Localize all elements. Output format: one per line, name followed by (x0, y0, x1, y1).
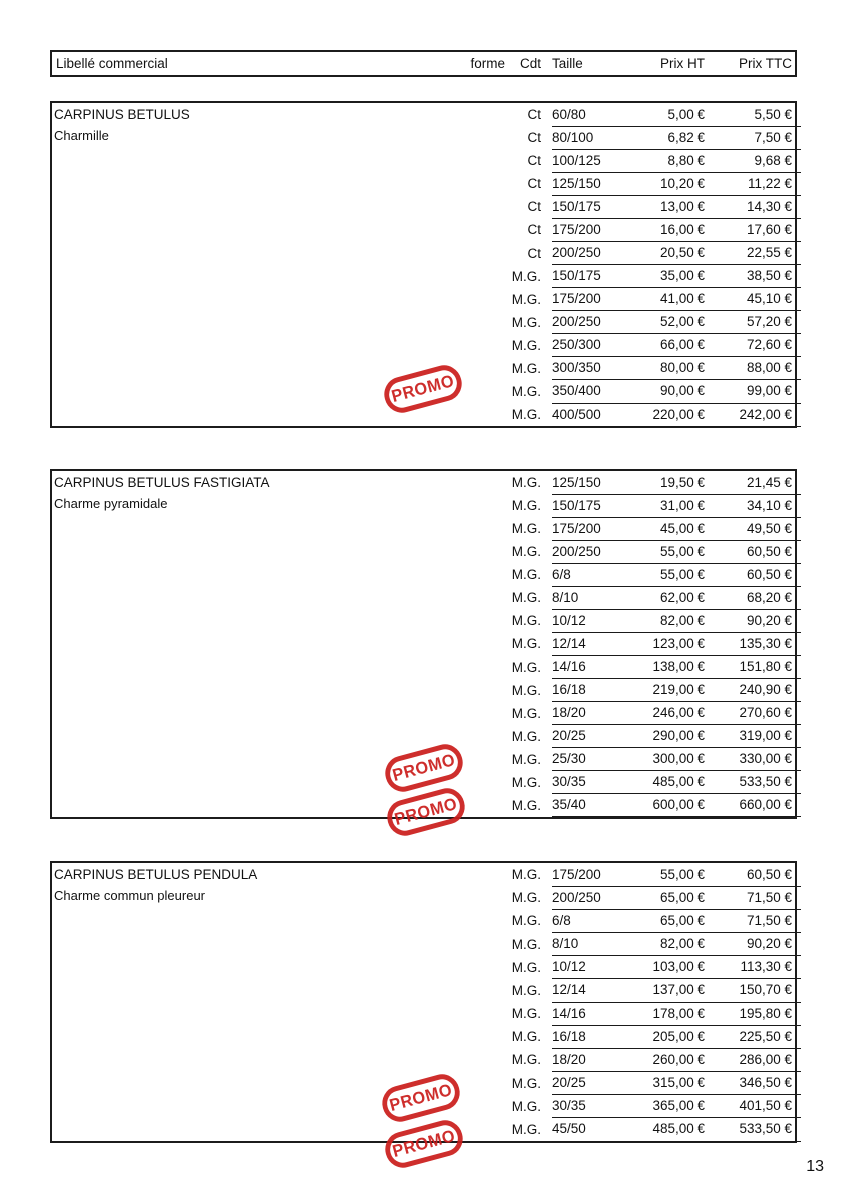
taille-cell: 200/250 (552, 543, 601, 559)
cdt-cell: M.G. (511, 544, 541, 560)
prix-ht-cell: 35,00 € (659, 268, 705, 284)
table-row (52, 1002, 795, 1025)
taille-cell: 125/150 (552, 474, 601, 490)
cdt-cell: M.G. (511, 521, 541, 537)
prix-ttc-cell: 401,50 € (739, 1098, 792, 1114)
prix-ht-cell: 65,00 € (659, 889, 705, 905)
prix-ht-cell: 600,00 € (652, 797, 705, 813)
cdt-cell: Ct (527, 245, 541, 261)
promo-stamp: PROMO (381, 1116, 466, 1171)
prix-ht-cell: 55,00 € (659, 566, 705, 582)
cdt-cell: M.G. (511, 774, 541, 790)
table-row (52, 979, 795, 1002)
header-prix-ht: Prix HT (660, 56, 705, 71)
table-row (52, 563, 795, 586)
prix-ttc-cell: 242,00 € (739, 406, 792, 422)
taille-cell: 100/125 (552, 152, 601, 168)
promo-stamp: PROMO (383, 784, 468, 839)
prix-ttc-cell: 90,20 € (746, 936, 792, 952)
prix-ht-cell: 485,00 € (652, 774, 705, 790)
prix-ht-cell: 260,00 € (652, 1051, 705, 1067)
cdt-cell: M.G. (511, 682, 541, 698)
promo-stamp: PROMO (378, 1070, 463, 1125)
plant-name-block (54, 472, 270, 514)
cdt-cell: M.G. (511, 705, 541, 721)
taille-cell: 25/30 (552, 751, 586, 767)
prix-ttc-cell: 72,60 € (746, 337, 792, 353)
cdt-cell: M.G. (511, 360, 541, 376)
taille-cell: 6/8 (552, 912, 571, 928)
taille-cell: 18/20 (552, 1051, 586, 1067)
prix-ht-cell: 66,00 € (659, 337, 705, 353)
prix-ttc-cell: 57,20 € (746, 314, 792, 330)
prix-ttc-cell: 99,00 € (746, 383, 792, 399)
prix-ht-cell: 52,00 € (659, 314, 705, 330)
cdt-cell: M.G. (511, 268, 541, 284)
prix-ttc-cell: 60,50 € (746, 566, 792, 582)
prix-ttc-cell: 71,50 € (746, 889, 792, 905)
prix-ttc-cell: 135,30 € (739, 635, 792, 651)
taille-cell: 8/10 (552, 589, 579, 605)
table-row (52, 540, 795, 563)
table-row (52, 195, 795, 218)
prix-ttc-cell: 5,50 € (754, 106, 792, 122)
prix-ttc-cell: 21,45 € (746, 474, 792, 490)
prix-ttc-cell: 225,50 € (739, 1028, 792, 1044)
plant-name-block (54, 864, 257, 906)
taille-cell: 8/10 (552, 936, 579, 952)
taille-cell: 12/14 (552, 635, 586, 651)
taille-cell: 10/12 (552, 959, 586, 975)
prix-ht-cell: 16,00 € (659, 221, 705, 237)
prix-ttc-cell: 533,50 € (739, 1121, 792, 1137)
prix-ht-cell: 8,80 € (667, 152, 705, 168)
prix-ht-cell: 103,00 € (652, 959, 705, 975)
plant-latin-name: CARPINUS BETULUS (54, 107, 190, 122)
cdt-cell: M.G. (511, 407, 541, 423)
prix-ttc-cell: 22,55 € (746, 245, 792, 260)
cdt-cell: M.G. (511, 982, 541, 998)
plant-common-name: Charme commun pleureur (54, 888, 206, 903)
table-row (52, 288, 795, 311)
cdt-cell: M.G. (511, 613, 541, 629)
prix-ht-cell: 55,00 € (659, 866, 705, 882)
prix-ht-cell: 246,00 € (652, 705, 705, 721)
prix-ht-cell: 90,00 € (659, 383, 705, 399)
table-row (52, 725, 795, 748)
prix-ttc-cell: 88,00 € (746, 360, 792, 376)
table-row (52, 702, 795, 725)
taille-cell: 175/200 (552, 520, 601, 536)
prix-ttc-cell: 90,20 € (746, 612, 792, 628)
prix-ttc-cell: 49,50 € (746, 520, 792, 536)
prix-ht-cell: 315,00 € (652, 1075, 705, 1091)
taille-cell: 18/20 (552, 705, 586, 721)
taille-cell: 20/25 (552, 728, 586, 744)
prix-ttc-cell: 660,00 € (739, 797, 792, 813)
cdt-cell: Ct (527, 199, 541, 215)
table-row (52, 632, 795, 655)
taille-cell: 250/300 (552, 337, 601, 353)
prix-ht-cell: 365,00 € (652, 1098, 705, 1114)
table-row (52, 517, 795, 540)
prix-ttc-cell: 346,50 € (739, 1075, 792, 1091)
prix-ttc-cell: 7,50 € (754, 129, 792, 145)
taille-cell: 175/200 (552, 866, 601, 882)
prix-ht-cell: 219,00 € (652, 682, 705, 698)
promo-stamp: PROMO (381, 740, 466, 795)
prix-ht-cell: 300,00 € (652, 751, 705, 767)
header-cdt: Cdt (519, 56, 541, 71)
prix-ht-cell: 178,00 € (652, 1005, 705, 1021)
prix-ttc-cell: 60,50 € (746, 866, 792, 882)
prix-ttc-cell: 60,50 € (746, 543, 792, 559)
taille-cell: 30/35 (552, 1098, 586, 1114)
table-row (52, 956, 795, 979)
prix-ttc-cell: 113,30 € (740, 959, 792, 975)
taille-cell: 60/80 (552, 106, 586, 122)
taille-cell: 150/175 (552, 198, 601, 214)
taille-cell: 200/250 (552, 314, 601, 330)
cdt-cell: M.G. (511, 1098, 541, 1114)
cdt-cell: M.G. (511, 890, 541, 906)
cdt-cell: M.G. (511, 913, 541, 929)
taille-cell: 10/12 (552, 612, 586, 628)
prix-ttc-cell: 240,90 € (739, 682, 792, 698)
prix-ht-cell: 55,00 € (659, 543, 705, 559)
prix-ht-cell: 290,00 € (652, 728, 705, 744)
prix-ht-cell: 485,00 € (652, 1121, 705, 1137)
table-row (52, 311, 795, 334)
prix-ht-cell: 19,50 € (659, 474, 705, 490)
prix-ht-cell: 13,00 € (659, 198, 705, 214)
cdt-cell: M.G. (511, 867, 541, 883)
cdt-cell: M.G. (511, 291, 541, 307)
prix-ht-cell: 20,50 € (659, 245, 705, 260)
cdt-cell: M.G. (511, 1121, 541, 1137)
header-libelle-commercial: Libellé commercial (56, 56, 168, 71)
cdt-cell: M.G. (511, 751, 541, 767)
prix-ht-cell: 10,20 € (659, 175, 705, 191)
taille-cell: 12/14 (552, 982, 586, 998)
prix-ttc-cell: 45,10 € (746, 291, 792, 307)
prix-ttc-cell: 9,68 € (754, 152, 792, 168)
prix-ttc-cell: 533,50 € (739, 774, 792, 790)
cdt-cell: M.G. (511, 567, 541, 583)
prix-ttc-cell: 270,60 € (739, 705, 792, 721)
cdt-cell: M.G. (511, 959, 541, 975)
header-prix-ttc: Prix TTC (739, 56, 792, 71)
prix-ttc-cell: 286,00 € (739, 1051, 792, 1067)
plant-latin-name: CARPINUS BETULUS PENDULA (54, 867, 258, 882)
table-row (52, 909, 795, 932)
taille-cell: 175/200 (552, 291, 601, 307)
prix-ht-cell: 5,00 € (667, 106, 705, 122)
table-row (52, 1048, 795, 1071)
prix-ht-cell: 82,00 € (659, 936, 705, 952)
table-row (52, 656, 795, 679)
prix-ttc-cell: 195,80 € (739, 1005, 792, 1021)
prix-ttc-cell: 151,80 € (739, 659, 792, 675)
cdt-cell: M.G. (511, 590, 541, 606)
cdt-cell: M.G. (511, 1075, 541, 1091)
prix-ttc-cell: 38,50 € (746, 268, 792, 284)
taille-cell: 175/200 (552, 221, 601, 237)
taille-cell: 14/16 (552, 1005, 586, 1021)
prix-ht-cell: 138,00 € (652, 659, 705, 675)
prix-ht-cell: 45,00 € (659, 520, 705, 536)
prix-ttc-cell: 14,30 € (746, 198, 792, 214)
prix-ht-cell: 41,00 € (659, 291, 705, 307)
cdt-cell: M.G. (511, 475, 541, 491)
prix-ttc-cell: 17,60 € (746, 221, 792, 237)
prix-ttc-cell: 319,00 € (739, 728, 792, 744)
taille-cell: 150/175 (552, 497, 601, 513)
table-row (52, 609, 795, 632)
taille-cell: 30/35 (552, 774, 586, 790)
table-row (52, 334, 795, 357)
prix-ht-cell: 205,00 € (652, 1028, 705, 1044)
prix-ht-cell: 31,00 € (659, 497, 705, 513)
table-row (52, 149, 795, 172)
table-row (52, 218, 795, 241)
prix-ttc-cell: 71,50 € (746, 912, 792, 928)
prix-ttc-cell: 34,10 € (746, 497, 792, 513)
table-row (52, 241, 795, 264)
cdt-cell: M.G. (511, 337, 541, 353)
taille-cell: 350/400 (552, 383, 601, 399)
plant-common-name: Charme pyramidale (54, 496, 168, 511)
cdt-cell: M.G. (511, 728, 541, 744)
header-taille: Taille (552, 56, 583, 71)
prix-ht-cell: 62,00 € (659, 589, 705, 605)
page-number: 13 (806, 1158, 824, 1175)
taille-cell: 16/18 (552, 682, 586, 698)
section-carpinus-betulus-pendula (50, 861, 797, 1161)
table-row (52, 265, 795, 288)
table-row (52, 933, 795, 956)
prix-ht-cell: 137,00 € (652, 982, 705, 998)
table-row (52, 1025, 795, 1048)
cdt-cell: M.G. (511, 659, 541, 675)
cdt-cell: Ct (527, 222, 541, 238)
table-header (50, 50, 797, 77)
prix-ttc-cell: 11,22 € (747, 175, 792, 191)
cdt-cell: M.G. (511, 797, 541, 813)
taille-cell: 200/250 (552, 245, 601, 260)
taille-cell: 300/350 (552, 360, 601, 376)
taille-cell: 16/18 (552, 1028, 586, 1044)
cdt-cell: M.G. (511, 498, 541, 514)
promo-stamp: PROMO (380, 361, 465, 416)
cdt-cell: M.G. (511, 383, 541, 399)
cdt-cell: M.G. (511, 636, 541, 652)
taille-cell: 6/8 (552, 566, 571, 582)
taille-cell: 200/250 (552, 889, 601, 905)
prix-ht-cell: 220,00 € (652, 406, 705, 422)
cdt-cell: M.G. (511, 1052, 541, 1068)
cdt-cell: Ct (527, 176, 541, 192)
table-row (52, 586, 795, 609)
cdt-cell: M.G. (511, 1029, 541, 1045)
prix-ttc-cell: 68,20 € (746, 589, 792, 605)
cdt-cell: Ct (527, 107, 541, 123)
cdt-cell: Ct (527, 130, 541, 146)
taille-cell: 80/100 (552, 129, 594, 145)
table-row (52, 172, 795, 195)
cdt-cell: Ct (527, 153, 541, 169)
plant-name-block (54, 104, 190, 146)
prix-ht-cell: 65,00 € (659, 912, 705, 928)
cdt-cell: M.G. (511, 936, 541, 952)
taille-cell: 45/50 (552, 1121, 586, 1137)
prix-ht-cell: 80,00 € (659, 360, 705, 376)
table-row (52, 679, 795, 702)
cdt-cell: M.G. (511, 314, 541, 330)
prix-ht-cell: 123,00 € (652, 635, 705, 651)
taille-cell: 35/40 (552, 797, 586, 813)
taille-cell: 150/175 (552, 268, 601, 284)
cdt-cell: M.G. (511, 1006, 541, 1022)
plant-common-name: Charmille (54, 128, 109, 143)
taille-cell: 400/500 (552, 406, 601, 422)
section-carpinus-betulus (50, 101, 797, 428)
header-forme: forme (470, 56, 505, 71)
section-carpinus-betulus-fastigiata (50, 469, 797, 829)
taille-cell: 125/150 (552, 175, 601, 191)
prix-ttc-cell: 150,70 € (739, 982, 792, 998)
plant-latin-name: CARPINUS BETULUS FASTIGIATA (54, 475, 270, 490)
prix-ht-cell: 6,82 € (667, 129, 705, 145)
taille-cell: 20/25 (552, 1075, 586, 1091)
prix-ht-cell: 82,00 € (659, 612, 705, 628)
taille-cell: 14/16 (552, 659, 586, 675)
prix-ttc-cell: 330,00 € (739, 751, 792, 767)
